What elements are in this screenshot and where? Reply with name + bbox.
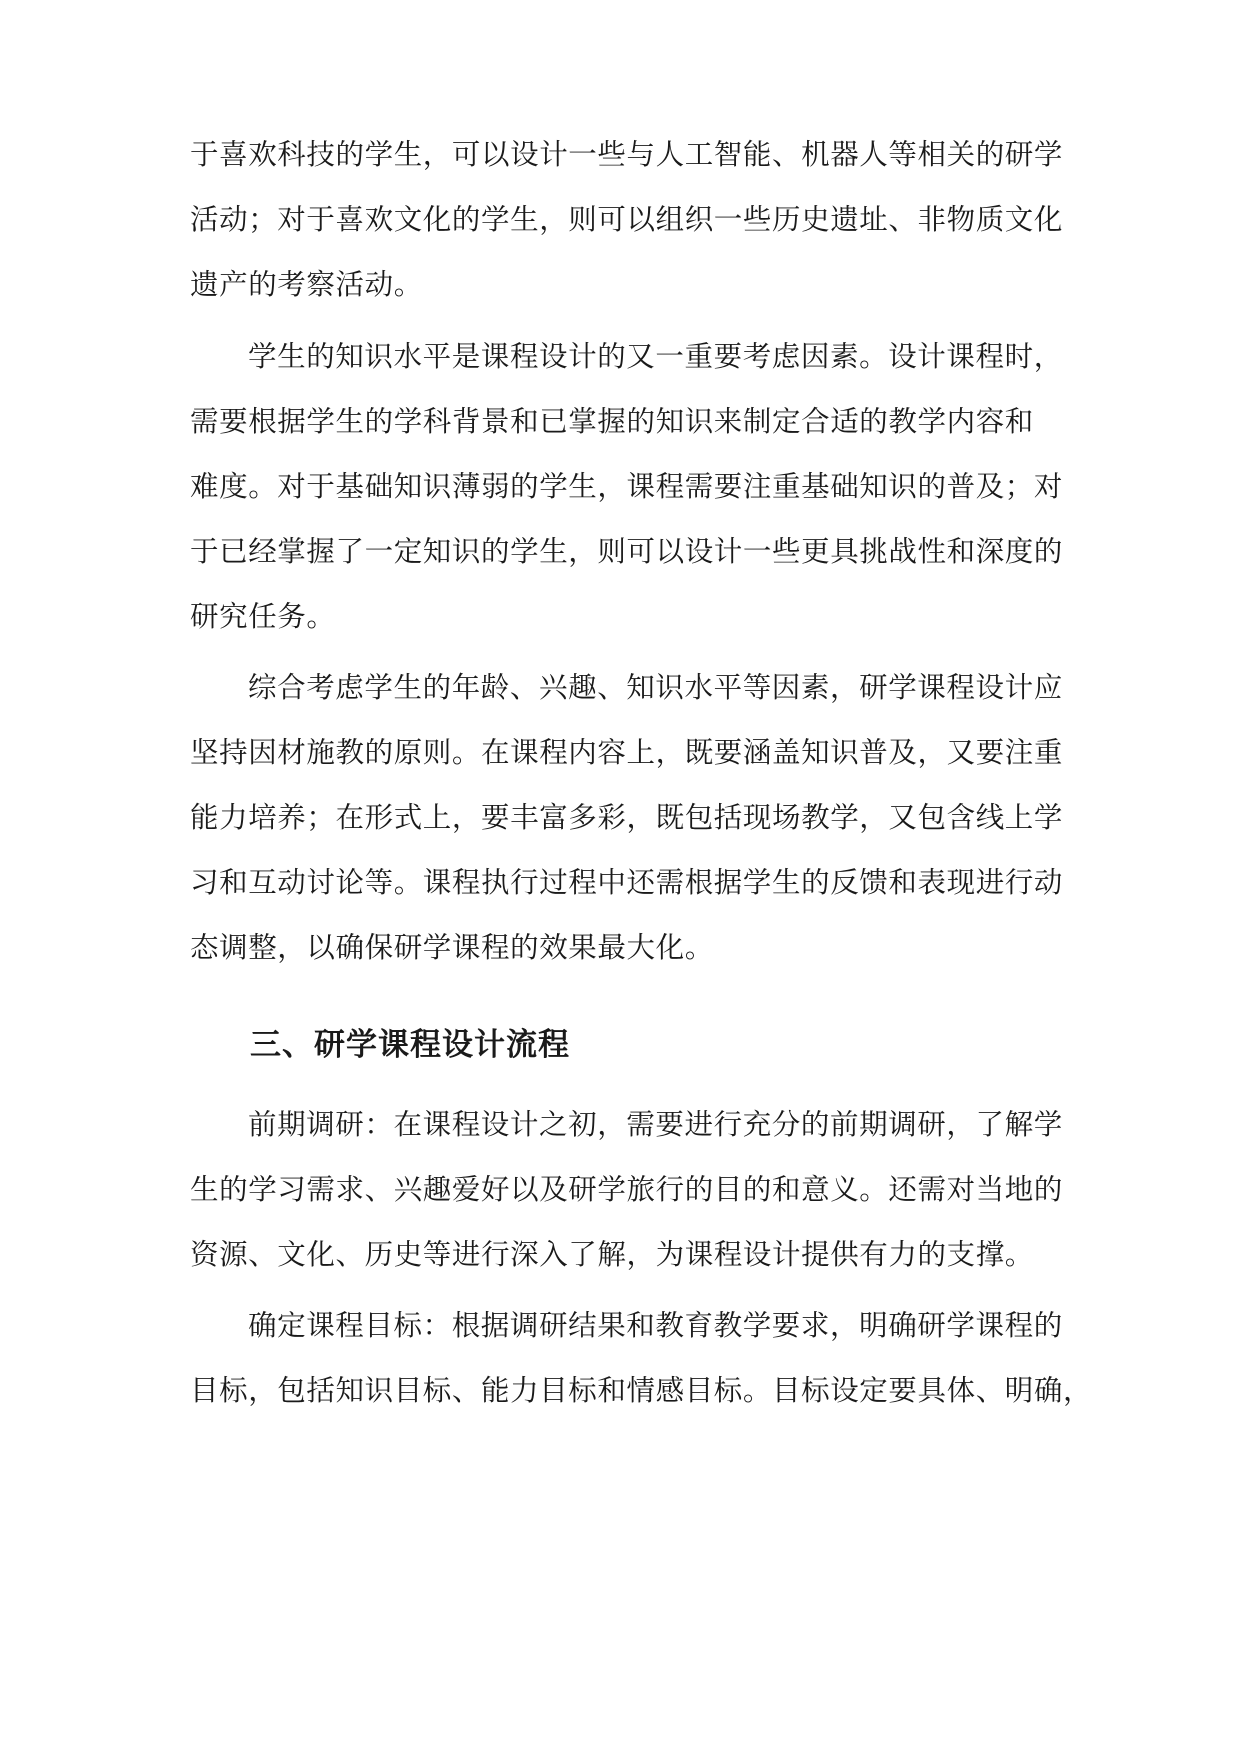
paragraph-3-line-1: 综合考虑学生的年龄、兴趣、知识水平等因素，研学课程设计应 (248, 671, 1063, 704)
paragraph-1-line-1: 于喜欢科技的学生，可以设计一些与人工智能、机器人等相关的研学 (190, 138, 1064, 171)
paragraph-3-line-4: 习和互动讨论等。课程执行过程中还需根据学生的反馈和表现进行动 (190, 866, 1064, 899)
paragraph-2-line-3: 难度。对于基础知识薄弱的学生，课程需要注重基础知识的普及；对 (190, 470, 1064, 503)
paragraph-2-line-4: 于已经掌握了一定知识的学生，则可以设计一些更具挑战性和深度的 (190, 535, 1064, 568)
paragraph-2-line-1: 学生的知识水平是课程设计的又一重要考虑因素。设计课程时， (248, 340, 1063, 373)
section-paragraph-2-line-2: 目标，包括知识目标、能力目标和情感目标。目标设定要具体、明确， (190, 1374, 1093, 1407)
paragraph-3-line-2: 坚持因材施教的原则。在课程内容上，既要涵盖知识普及，又要注重 (190, 736, 1064, 769)
paragraph-3-line-3: 能力培养；在形式上，要丰富多彩，既包括现场教学，又包含线上学 (190, 801, 1064, 834)
section-paragraph-1-line-1: 前期调研：在课程设计之初，需要进行充分的前期调研，了解学 (248, 1108, 1063, 1141)
paragraph-1-line-3: 遗产的考察活动。 (190, 268, 423, 301)
paragraph-1-line-2: 活动；对于喜欢文化的学生，则可以组织一些历史遗址、非物质文化 (190, 203, 1064, 236)
section-paragraph-1-line-3: 资源、文化、历史等进行深入了解，为课程设计提供有力的支撑。 (190, 1238, 1034, 1271)
section-paragraph-1-line-2: 生的学习需求、兴趣爱好以及研学旅行的目的和意义。还需对当地的 (190, 1173, 1064, 1206)
paragraph-3-line-5: 态调整，以确保研学课程的效果最大化。 (190, 931, 714, 964)
section-heading: 三、研学课程设计流程 (250, 1027, 570, 1063)
paragraph-2-line-5: 研究任务。 (190, 600, 336, 633)
paragraph-2-line-2: 需要根据学生的学科背景和已掌握的知识来制定合适的教学内容和 (190, 405, 1034, 438)
section-paragraph-2-line-1: 确定课程目标：根据调研结果和教育教学要求，明确研学课程的 (248, 1309, 1063, 1342)
